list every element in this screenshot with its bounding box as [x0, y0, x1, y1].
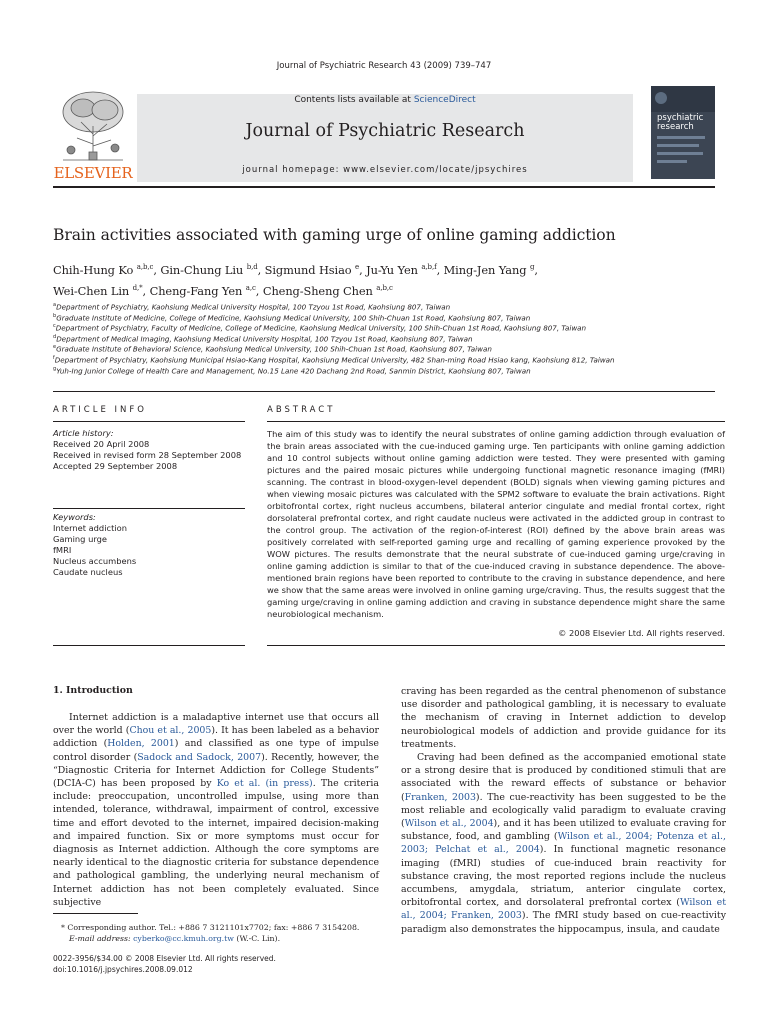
- affiliation-text: Yuh-Ing Junior College of Health Care and Management, No.15 Lane 420 Dachang 2nd Road, Sanmin District, Kaohsiung 807, Taiwan: [56, 365, 531, 375]
- keyword: Caudate nucleus: [53, 567, 123, 577]
- affiliation-item: [53, 355, 615, 364]
- publication-info: [53, 953, 276, 975]
- citation-link[interactable]: Chou et al., 2005: [129, 725, 212, 737]
- doi-line[interactable]: doi:10.1016/j.jpsychires.2008.09.012: [53, 965, 193, 974]
- running-header: Journal of Psychiatric Research 43 (2009) 739–747: [276, 61, 492, 71]
- citation-link[interactable]: Holden, 2001: [107, 738, 175, 750]
- keywords-label: Keywords:: [53, 512, 96, 522]
- affiliation-label: d: [53, 333, 57, 340]
- abstract-copyright: © 2008 Elsevier Ltd. All rights reserved.: [558, 628, 725, 638]
- corresponding-author: * Corresponding author. Tel.: +886 7 3121101x7702; fax: +886 7 3154208.: [61, 923, 360, 932]
- body-text: ), and it has been utilized to evaluate craving for substance, food, and gambling (: [401, 818, 726, 843]
- author-separator: ,: [153, 262, 161, 277]
- affiliation-text: Department of Psychiatry, Kaohsiung Medical University Hospital, 100 Tzyou 1st Road, Kaohsiung 807, Taiwan: [56, 302, 451, 312]
- journal-name: Journal of Psychiatric Research: [245, 121, 525, 141]
- citation-link[interactable]: Franken, 2003: [404, 791, 476, 803]
- history-label: Article history:: [53, 428, 114, 438]
- affiliation-text: Department of Psychiatry, Faculty of Medicine, College of Medicine, Kaohsiung Medical University, 100 Shih-Chuan 1st Road, Kaohsiung 807, Taiwan: [55, 323, 587, 333]
- info-bottom-rule: [53, 645, 245, 646]
- author-name[interactable]: Cheng-Fang Yen: [149, 283, 246, 298]
- body-text: ) and classified as one type of impulse control disorder (: [53, 738, 379, 763]
- abstract-text: The aim of this study was to identify the neural substrates of online gaming addiction through evaluation of the brain areas associated with the cue-induced gaming urge. Ten participants with online gaming addiction and 10 control subjects without online gaming addiction were tested. They were presented with gaming pictures and the paired mosaic pictures while undergoing functional magnetic resonance imaging (fMRI) scanning. The contrast in blood-oxygen-level dependent (BOLD) signals when viewing gaming pictures and when viewing mosaic pictures was calculated with the SPM2 software to evaluate the brain activations. Right orbitofrontal cortex, right nucleus accumbens, bilateral anterior cingulate and medial frontal cortex, right dorsolateral prefrontal cortex, and right caudate nucleus were activated in the addicted group in contrast to the control group. The activation of the region-of-interest (ROI) defined by the above brain areas was positively correlated with self-reported gaming urge and recalling of gaming experience provoked by the WOW pictures. The results demonstrate that the neural substrate of cue-induced gaming urge/craving in online gaming addiction is similar to that of the cue-induced craving in substance dependence. The above-mentioned brain regions have been reported to contribute to the craving in substance dependence, and here we show that the same areas were involved in online gaming urge/craving. Thus, the results suggest that the gaming urge/craving in online gaming addiction and craving in substance dependence might share the same neurobiological mechanism.: [267, 429, 725, 619]
- sciencedirect-link[interactable]: ScienceDirect: [413, 95, 476, 105]
- footnote-rule: [53, 913, 138, 914]
- keywords-block: [53, 512, 243, 578]
- affiliation-item: [53, 334, 473, 343]
- author-separator: ,: [142, 283, 150, 298]
- author-name[interactable]: Sigmund Hsiao: [264, 262, 356, 277]
- author-separator: ,: [436, 262, 444, 277]
- affiliation-marker[interactable]: b,d: [246, 263, 258, 271]
- abstract-rule: [267, 421, 725, 422]
- accepted-date: Accepted 29 September 2008: [53, 461, 178, 471]
- affiliation-label: e: [53, 344, 57, 351]
- article-info-heading: ARTICLE INFO: [53, 405, 147, 415]
- affiliation-item: [53, 366, 531, 375]
- author-separator: ,: [257, 262, 265, 277]
- author-line-1: [53, 258, 538, 279]
- body-text: Internet addiction is a maladaptive internet use that occurs all over the world (: [53, 712, 379, 737]
- issn-line: 0022-3956/$34.00 © 2008 Elsevier Ltd. All rights reserved.: [53, 954, 276, 963]
- affiliation-label: a: [53, 302, 57, 308]
- cover-art: [651, 86, 715, 179]
- body-column-1: [53, 711, 379, 909]
- affiliation-item: [53, 323, 586, 332]
- affiliation-item: [53, 302, 450, 311]
- affiliation-text: Graduate Institute of Medicine, College of Medicine, Kaohsiung Medical University, 100 Shih-Chuan 1st Road, Kaohsiung 807, Taiwan: [56, 312, 531, 322]
- affiliation-marker[interactable]: d,*: [132, 283, 143, 292]
- affiliation-text: Graduate Institute of Behavioral Science, Kaohsiung Medical University, 100 Shih-Chuan 1st Road, Kaohsiung 807, Taiwan: [56, 344, 492, 354]
- author-line-2: [53, 279, 538, 300]
- citation-link[interactable]: Wilson et al., 2004; Franken, 2003: [401, 897, 726, 922]
- keywords-list: [53, 523, 243, 578]
- affiliation-marker[interactable]: g: [529, 263, 535, 271]
- author-name[interactable]: Chih-Hung Ko: [53, 262, 137, 277]
- affiliation-marker[interactable]: a,b,c: [376, 283, 393, 292]
- affiliation-rule: [53, 391, 715, 392]
- affiliation-marker[interactable]: a,c: [245, 283, 256, 292]
- email-line: E-mail address: cyberko@cc.kmuh.org.tw (W.-C. Lin).: [69, 934, 281, 943]
- body-text: craving has been regarded as the central phenomenon of substance use disorder and pathological gambling, it is necessary to evaluate the mechanism of craving in Internet addiction to develop neurobiological models of addiction and provide guidance for its treatments.: [401, 686, 726, 750]
- email-link[interactable]: cyberko@cc.kmuh.org.tw: [133, 934, 234, 943]
- author-list: [53, 258, 538, 300]
- affiliation-label: b: [53, 312, 57, 319]
- affiliation-marker[interactable]: e: [355, 263, 360, 271]
- paragraph: [401, 685, 726, 751]
- body-text: ). It has been labeled as a behavior addiction (: [53, 725, 379, 750]
- keyword: Gaming urge: [53, 534, 107, 544]
- author-name[interactable]: Ju-Yu Yen: [366, 262, 422, 277]
- author-separator: ,: [255, 283, 263, 298]
- author-name[interactable]: Gin-Chung Liu: [160, 262, 247, 277]
- body-text: ). The fMRI study based on cue-reactivity paradigm also demonstrates the hippocampus, insula, and caudate: [401, 910, 726, 935]
- affiliation-label: f: [53, 355, 55, 361]
- author-separator: ,: [534, 262, 538, 277]
- cover-title-2: research: [657, 122, 694, 132]
- keyword: fMRI: [53, 545, 72, 555]
- footnote: [53, 922, 383, 944]
- citation-link[interactable]: Sadock and Sadock, 2007: [137, 751, 262, 763]
- keyword: Nucleus accumbens: [53, 556, 137, 566]
- section-heading-introduction: 1. Introduction: [53, 685, 133, 696]
- revised-date: Received in revised form 28 September 2008: [53, 450, 242, 460]
- affiliation-text: Department of Psychiatry, Kaohsiung Municipal Hsiao-Kang Hospital, Kaohsiung Medical University, 482 Shan-ming Road Hsiao kang, Kaohsiung 812, Taiwan: [54, 355, 615, 365]
- author-name[interactable]: Cheng-Sheng Chen: [262, 283, 377, 298]
- article-title: Brain activities associated with gaming urge of online gaming addiction: [53, 226, 616, 244]
- contents-available: Contents lists available at ScienceDirect: [294, 95, 476, 105]
- citation-link[interactable]: Ko et al. (in press): [216, 778, 313, 790]
- body-text: . The criteria include: preoccupation, uncontrolled impulse, using more than intended, tolerance, withdrawal, impairment of control, excessive time and effort devoted to the internet, impaired decision-making and impaired function. Six or more symptoms must occur for diagnosis as Internet addiction. Although the core symptoms are nearly identical to the diagnostic criteria for substance dependence and pathological gambling, the underlying neural mechanism of Internet addiction has not been completely evaluated. Since subjective: [53, 778, 379, 908]
- affiliation-label: g: [53, 365, 57, 372]
- affiliation-marker[interactable]: a,b,f: [421, 263, 437, 271]
- body-column-2: [401, 685, 726, 936]
- keyword: Internet addiction: [53, 523, 127, 533]
- affiliation-text: Department of Medical Imaging, Kaohsiung Medical University Hospital, 100 Tzyou 1st Road, Kaohsiung 807, Taiwan: [56, 334, 473, 344]
- body-text: Craving had been defined as the accompanied emotional state or a strong desire that is produced by conditioned stimuli that are associated with the reward effects of substance or behavior (: [401, 752, 726, 803]
- publisher-name: ELSEVIER: [53, 164, 133, 182]
- affiliation-item: [53, 344, 492, 353]
- body-text: ). Recently, however, the “Diagnostic Criteria for Internet Addiction for College Students” (DCIA-C) has been proposed by: [53, 751, 379, 790]
- abstract-bottom-rule: [267, 645, 725, 646]
- cover-title-1: psychiatric: [657, 113, 704, 123]
- tree-icon: [53, 86, 133, 164]
- journal-cover[interactable]: [651, 86, 715, 179]
- keywords-rule: [53, 508, 245, 509]
- body-text: ). The cue-reactivity has been suggested to be the most reliable and ecologically valid paradigm to evaluate craving (: [401, 791, 726, 830]
- author-name[interactable]: Ming-Jen Yang: [443, 262, 530, 277]
- affiliation-marker[interactable]: a,b,c: [136, 263, 154, 271]
- paragraph: [401, 751, 726, 936]
- citation-link[interactable]: Wilson et al., 2004; Potenza et al., 2003; Pelchat et al., 2004: [401, 831, 726, 856]
- article-info: [53, 428, 243, 472]
- author-separator: ,: [359, 262, 367, 277]
- abstract-heading: ABSTRACT: [267, 405, 336, 415]
- affiliation-item: [53, 313, 530, 322]
- citation-link[interactable]: Wilson et al., 2004: [404, 818, 494, 830]
- affiliation-label: c: [53, 323, 56, 330]
- journal-banner: [137, 94, 633, 182]
- author-name[interactable]: Wei-Chen Lin: [53, 283, 133, 298]
- journal-homepage-link[interactable]: journal homepage: www.elsevier.com/locate/jpsychires: [242, 165, 528, 175]
- elsevier-logo[interactable]: [53, 86, 133, 182]
- body-text: ). In functional magnetic resonance imaging (fMRI) studies of cue-induced brain reactivity for substance craving, the most reported regions include the nucleus accumbens, amygdala, striatum, anterior cingulate cortex, orbitofrontal cortex, and dorsolateral prefrontal cortex (: [401, 844, 726, 909]
- info-rule: [53, 421, 245, 422]
- received-date: Received 20 April 2008: [53, 439, 150, 449]
- paragraph: [53, 711, 379, 909]
- header-rule: [53, 186, 715, 188]
